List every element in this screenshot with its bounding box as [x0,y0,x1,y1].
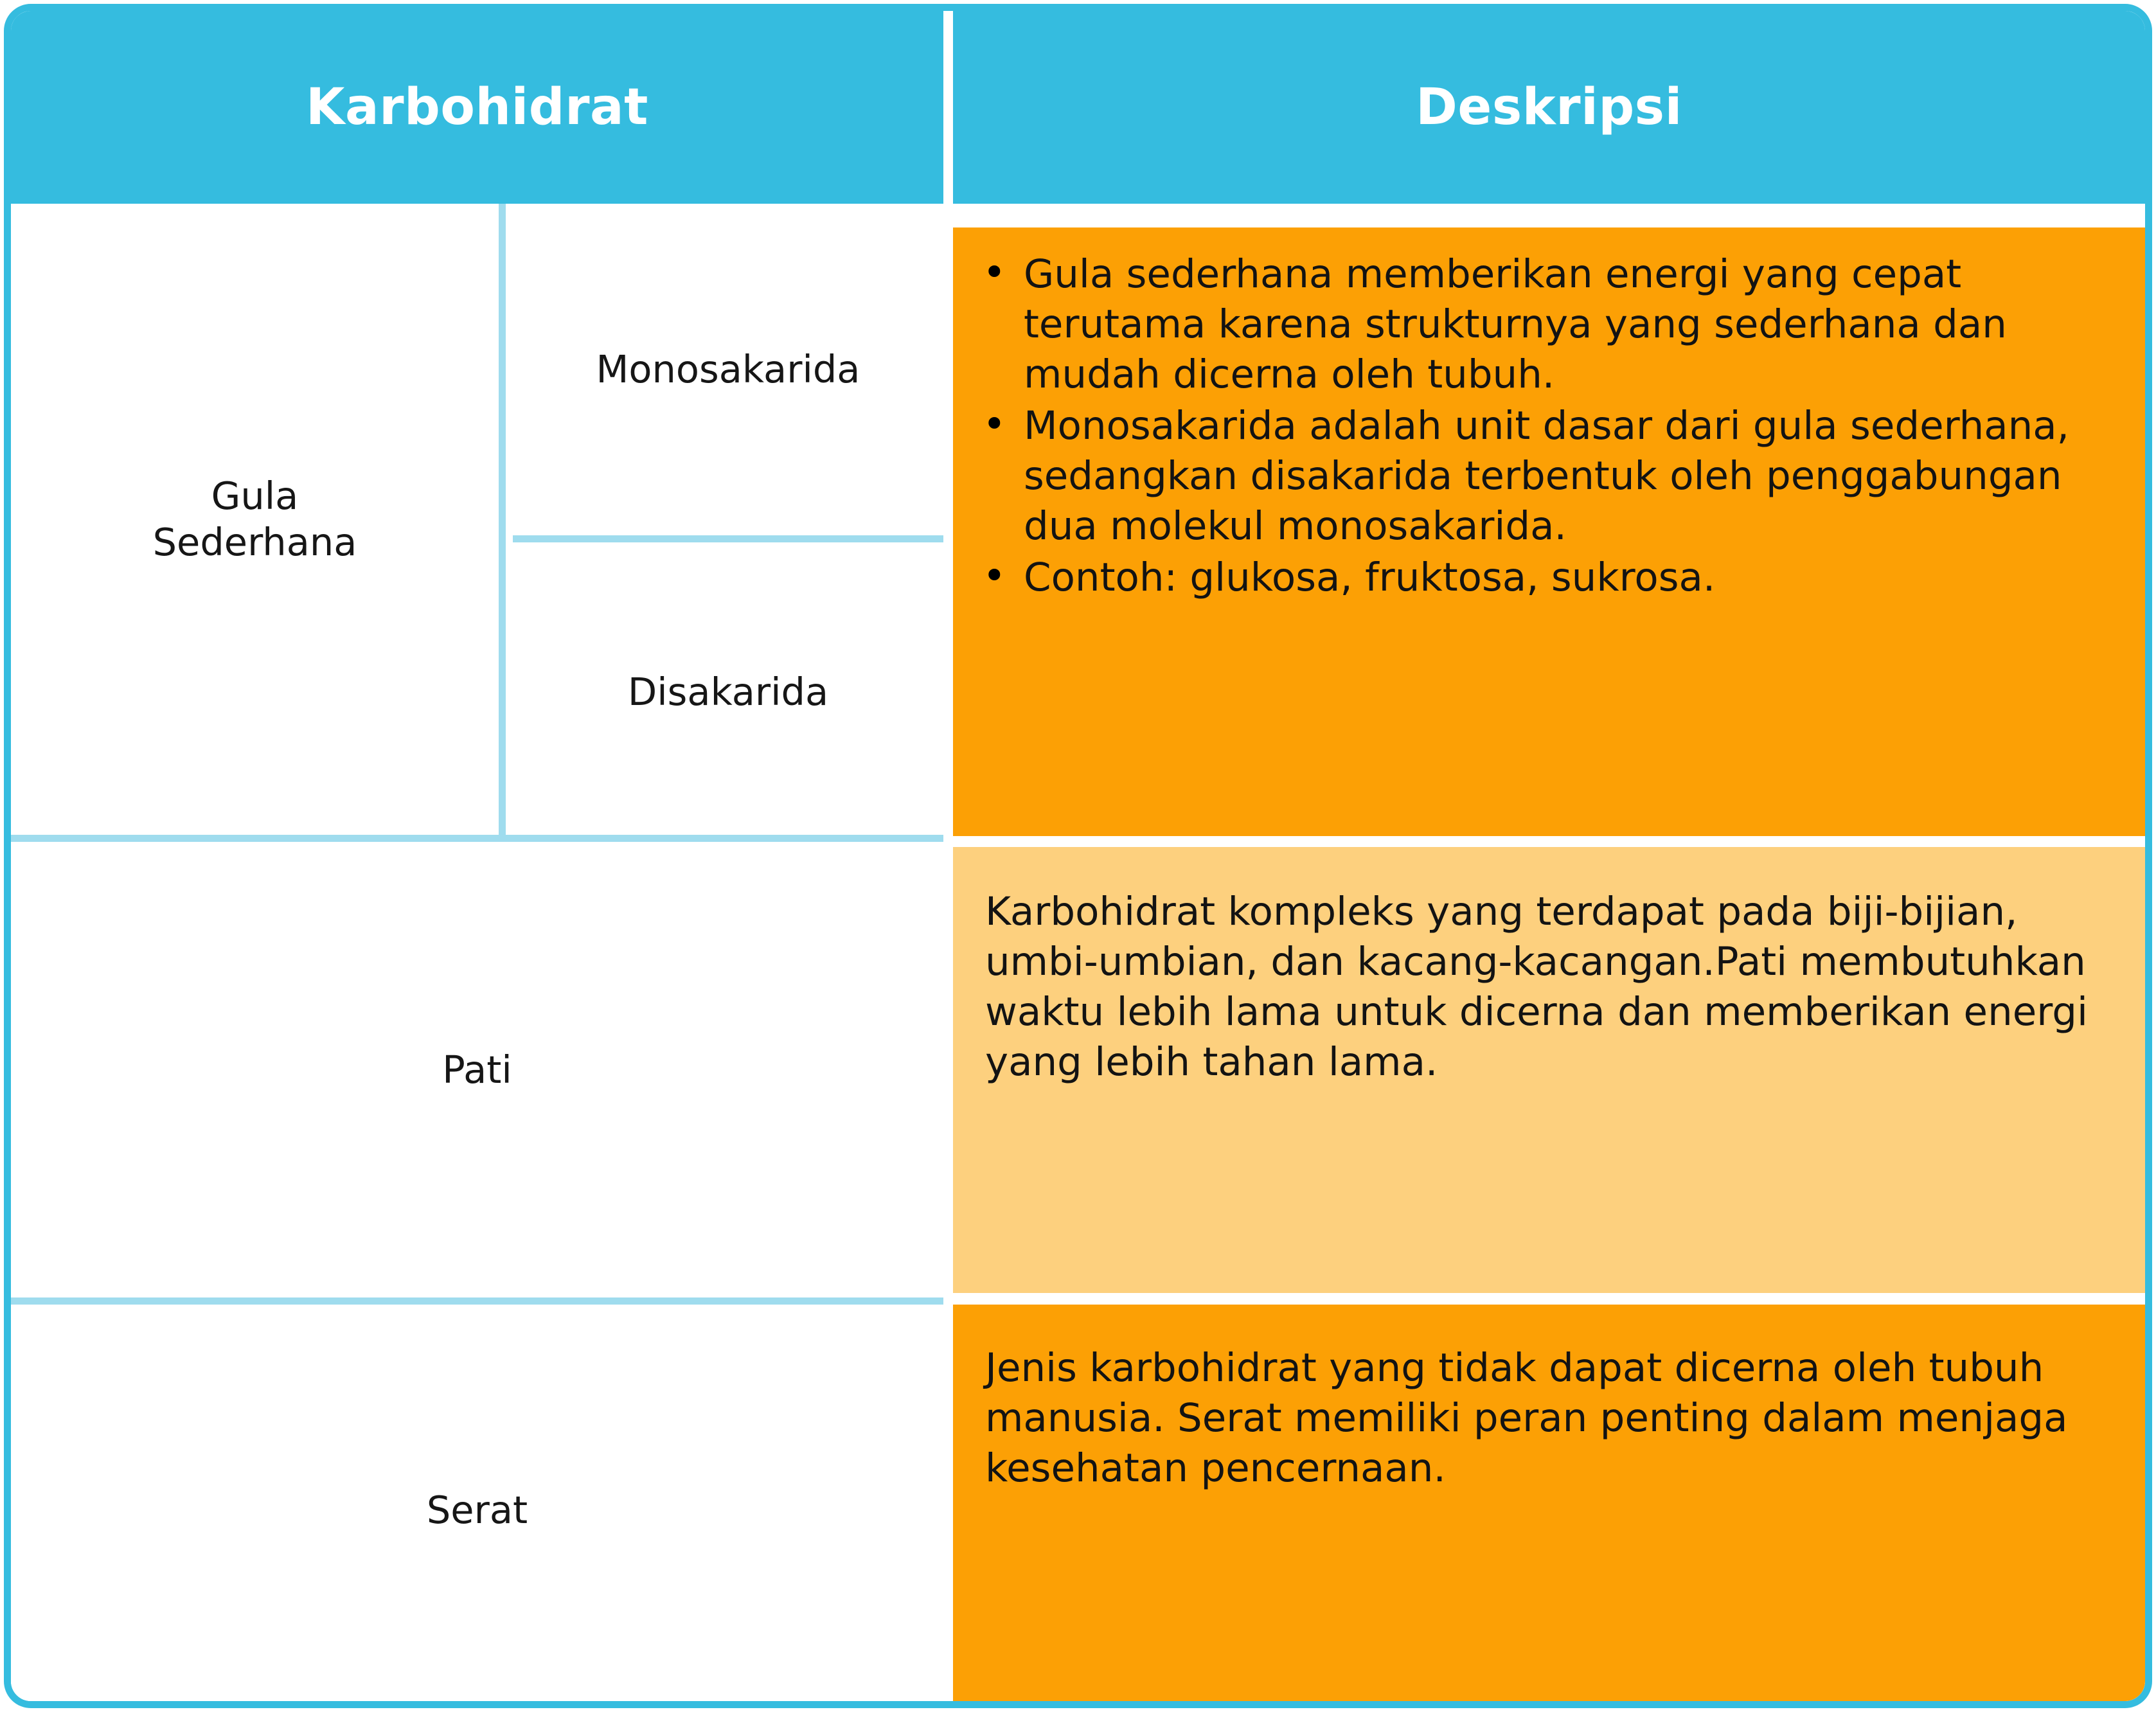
disakarida-label: Disakarida [627,670,829,715]
row-label-pati [11,842,943,1297]
row-label-gula-sederhana [11,204,506,835]
serat-label: Serat [426,1487,528,1532]
table-header-row [11,11,2145,204]
monosakarida-label: Monosakarida [596,347,860,392]
description-cell-serat [953,1305,2145,1708]
carbohydrate-table [4,4,2152,1708]
list-item: • Gula sederhana memberikan energi yang cepat terutama karena strukturnya yang sederhana dan mudah dicerna oleh tubuh. [968,249,2119,400]
column-header-deskripsi: Deskripsi [953,11,2145,204]
gula-sederhana-label [153,473,357,566]
row-divider [11,835,943,842]
list-item: • Monosakarida adalah unit dasar dari gula sederhana, sedangkan disakarida terbentuk oleh penggabungan dua molekul monosakarida. [968,401,2119,551]
description-cell-pati [953,847,2145,1293]
row-divider [11,1297,943,1305]
gula-sederhana-label-line1: Gula [211,474,299,519]
subtype-label-disakarida [513,549,943,835]
pati-label: Pati [442,1047,512,1092]
gula-sederhana-label-line2: Sederhana [152,520,357,564]
list-item: • Contoh: glukosa, fruktosa, sukrosa. [968,553,2119,603]
pati-description-text: Karbohidrat kompleks yang terdapat pada biji-bijian, umbi-umbian, dan kacang-kacangan.Pati membutuhkan waktu lebih lama untuk dicerna dan memberikan energi yang lebih tahan lama. [985,889,2088,1085]
gula-sederhana-bullet-list [968,249,2119,603]
description-cell-gula-sederhana [953,227,2145,836]
serat-description-text: Jenis karbohidrat yang tidak dapat dicerna oleh tubuh manusia. Serat memiliki peran penting dalam menjaga kesehatan pencernaan. [985,1345,2068,1492]
column-header-karbohidrat: Karbohidrat [11,11,943,204]
table-body [11,204,2145,1701]
subtype-label-monosakarida [513,204,943,542]
row-label-serat [11,1305,943,1708]
